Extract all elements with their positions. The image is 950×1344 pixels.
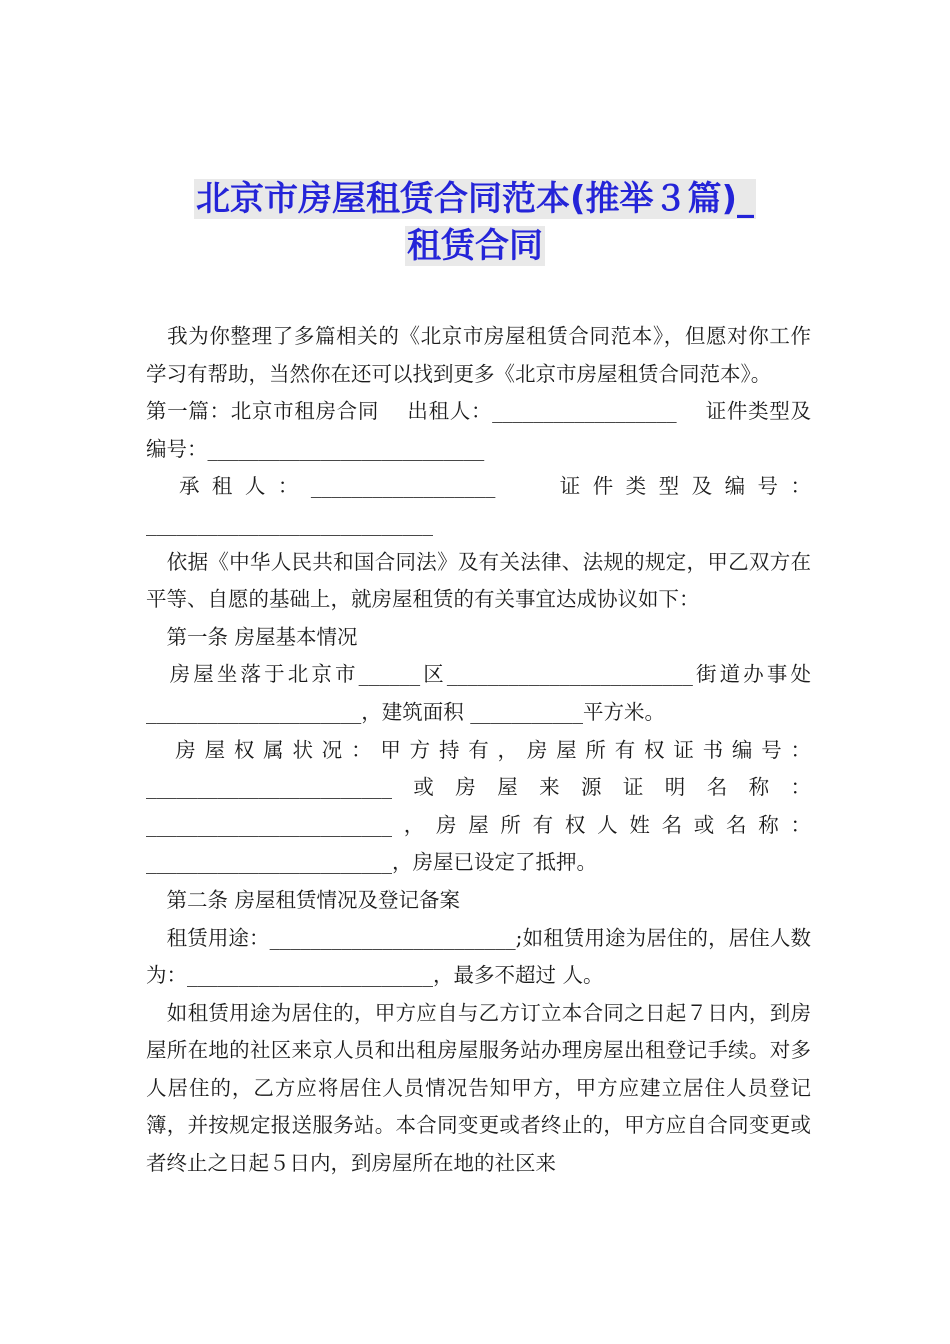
document-title <box>0 176 950 270</box>
clause-2-usage: 租赁用途：________________________;如租赁用途为居住的，居住人数为：________________________，最多不超过 人。 <box>146 925 811 988</box>
clause-1-ownership: 房屋权属状况：甲方持有，房屋所有权证书编号：________________________或房屋来源证明名称：________________________，房屋所有权人姓名或名称：________________________，房屋已设定了抵押。 <box>146 737 811 875</box>
title-line-1: 北京市房屋租赁合同范本(推举３篇)_ <box>195 179 755 219</box>
clause-2-heading: 第二条 房屋租赁情况及登记备案 <box>146 887 461 912</box>
first-article-heading: 第一篇：北京市租房合同 出租人：__________________ 证件类型及编号：___________________________ <box>146 399 811 461</box>
agreement-preamble: 依据《中华人民共和国合同法》及有关法律、法规的规定，甲乙双方在平等、自愿的基础上，就房屋租赁的有关事宜达成协议如下： <box>146 549 811 612</box>
title-line-2: 租赁合同 <box>407 226 543 266</box>
clause-2-registration: 如租赁用途为居住的，甲方应自与乙方订立本合同之日起７日内，到房屋所在地的社区来京人员和出租房屋服务站办理房屋出租登记手续。对多人居住的，乙方应将居住人员情况告知甲方，甲方应建立居住人员登记簿，并按规定报送服务站。本合同变更或者终止的，甲方应自合同变更或者终止之日起５日内，到房屋所在地的社区来 <box>146 1000 811 1176</box>
intro-paragraph: 我为你整理了多篇相关的《北京市房屋租赁合同范本》，但愿对你工作学习有帮助，当然你在还可以找到更多《北京市房屋租赁合同范本》。 <box>146 324 811 386</box>
tenant-line: 承租人：__________________ 证件类型及编号：____________________________ <box>146 474 811 536</box>
document-body <box>146 318 811 1183</box>
clause-1-location: 房屋坐落于北京市______区________________________街道办事处_____________________，建筑面积 ___________平方米。 <box>146 662 811 724</box>
clause-1-heading: 第一条 房屋基本情况 <box>146 624 358 649</box>
